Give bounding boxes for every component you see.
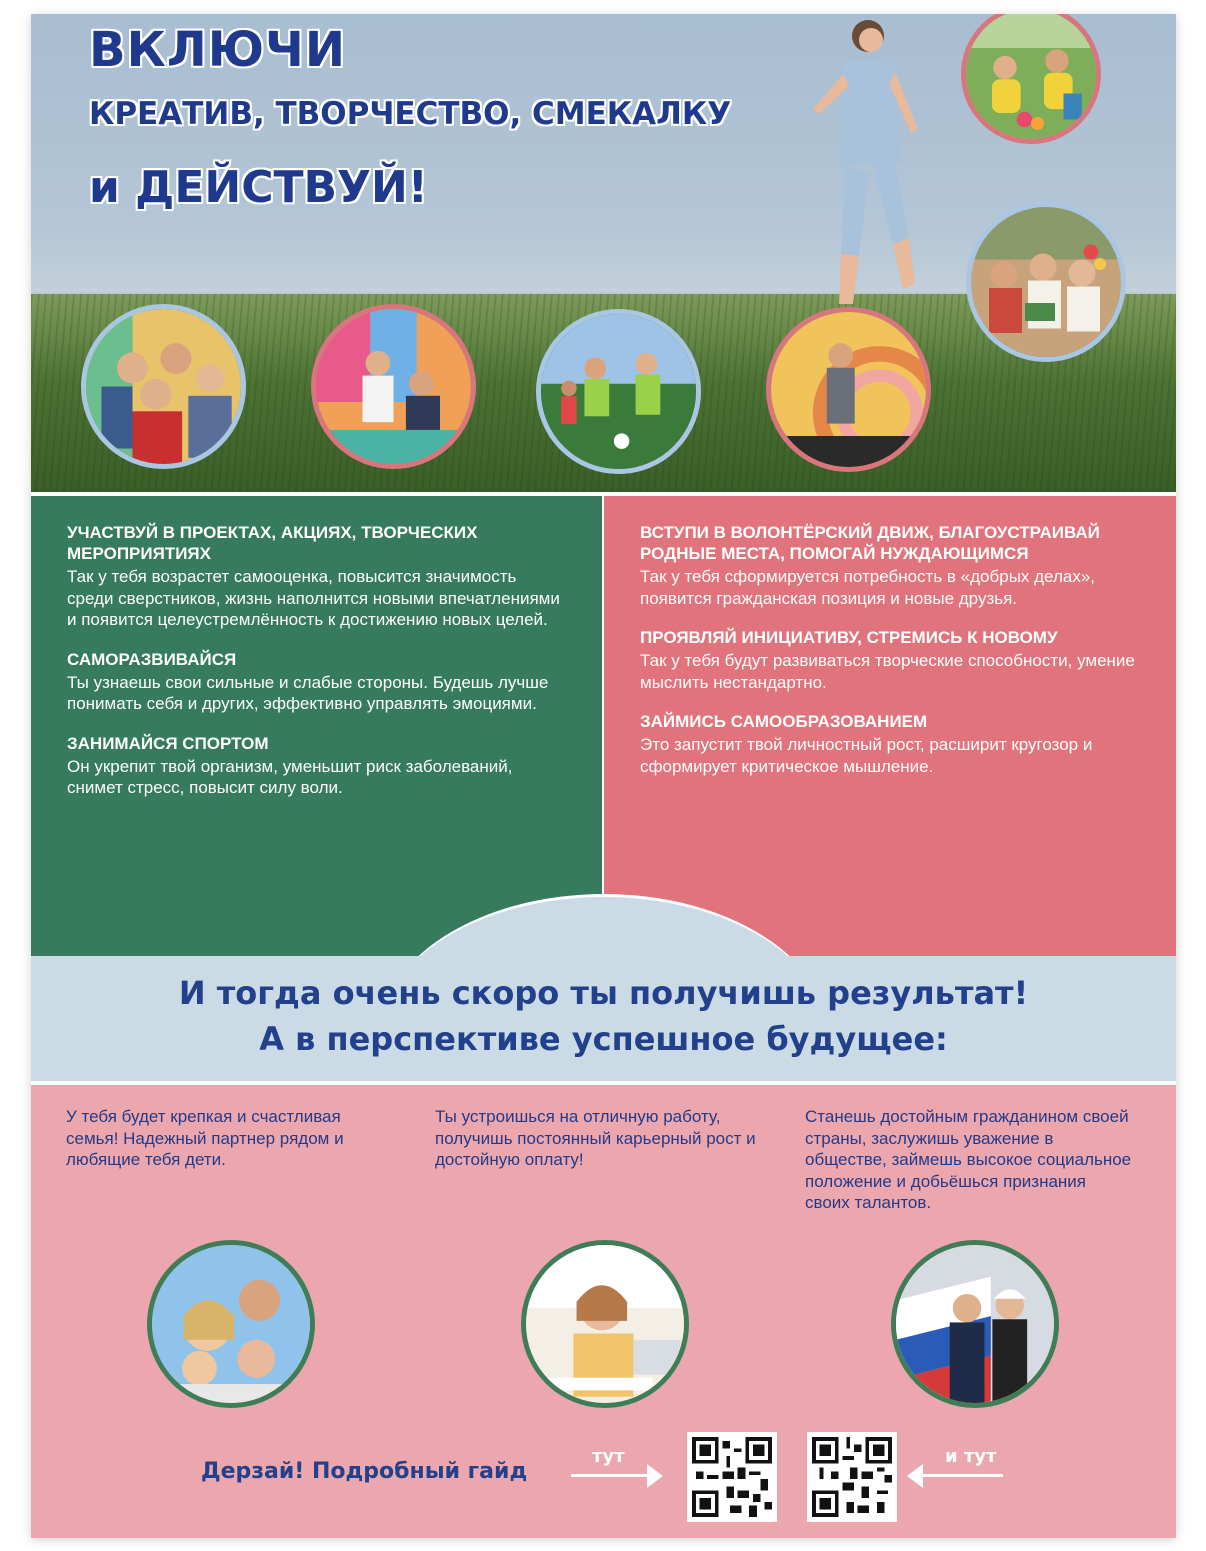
hero-section xyxy=(31,14,1176,492)
advice-text-sport: Он укрепит твой организм, уменьшит риск заболеваний, снимет стресс, повысит силу воли. xyxy=(67,756,513,797)
happy-family-photo xyxy=(147,1240,315,1408)
title-act: и ДЕЙСТВУЙ! xyxy=(89,162,428,213)
advice-text-self-education: Это запустит твой личностный рост, расширит кругозор и сформирует критическое мышление. xyxy=(640,735,1093,776)
qr-code-2[interactable] xyxy=(807,1432,897,1522)
workshop-photo xyxy=(311,304,476,469)
result-line-1: И тогда очень скоро ты получишь результат! xyxy=(178,974,1029,1012)
arrow-label-and-here: и тут xyxy=(945,1446,997,1467)
advice-text-volunteer: Так у тебя сформируется потребность в «добрых делах», появится гражданская позиция и новые друзья. xyxy=(640,567,1095,608)
advice-heading-self-education: ЗАЙМИСЬ САМООБРАЗОВАНИЕМ xyxy=(640,712,928,731)
future-text-family: У тебя будет крепкая и счастливая семья! Надежный партнер рядом и любящие тебя дети. xyxy=(66,1107,344,1169)
title-include: ВКЛЮЧИ xyxy=(89,22,346,78)
arrow-right-icon xyxy=(571,1474,651,1477)
pink-advice-panel xyxy=(604,492,1176,956)
citizens-with-flag-photo xyxy=(891,1240,1059,1408)
reading-friends-photo xyxy=(966,202,1126,362)
advice-text-projects: Так у тебя возрастет самооценка, повысится значимость среди сверстников, жизнь наполнится новыми впечатлениями и появится целеустремлённость к достижению новых целей. xyxy=(67,567,560,629)
students-team-photo xyxy=(81,304,246,469)
volunteers-photo xyxy=(961,14,1101,144)
green-advice-panel xyxy=(31,492,604,956)
arrow-left-icon xyxy=(921,1474,1003,1477)
advice-heading-projects: УЧАСТВУЙ В ПРОЕКТАХ, АКЦИЯХ, ТВОРЧЕСКИХ МЕРОПРИЯТИЯХ xyxy=(67,523,478,563)
poster xyxy=(31,14,1176,1538)
advice-heading-sport: ЗАНИМАЙСЯ СПОРТОМ xyxy=(67,733,269,753)
advice-text-self-development: Ты узнаешь свои сильные и слабые стороны. Будешь лучше понимать себя и других, эффективно управлять эмоциями. xyxy=(67,672,549,713)
advice-heading-initiative: ПРОЯВЛЯЙ ИНИЦИАТИВУ, СТРЕМИСЬ К НОВОМУ xyxy=(640,628,1058,647)
future-text-citizen: Станешь достойным гражданином своей страны, заслужишь уважение в обществе, займешь высокое социальное положение и добьёшься признания своих талантов. xyxy=(805,1107,1132,1212)
advice-text-initiative: Так у тебя будут развиваться творческие способности, умение мыслить нестандартно. xyxy=(640,651,1135,692)
future-text-career: Ты устроишься на отличную работу, получишь постоянный карьерный рост и достойную оплату! xyxy=(435,1107,756,1169)
result-line-2: А в перспективе успешное будущее: xyxy=(259,1020,948,1058)
title-creativity: КРЕАТИВ, ТВОРЧЕСТВО, СМЕКАЛКУ xyxy=(89,96,732,132)
qr-code-1[interactable] xyxy=(687,1432,777,1522)
arrow-right-head-icon xyxy=(647,1464,663,1488)
advice-heading-self-development: САМОРАЗВИВАЙСЯ xyxy=(67,649,237,669)
office-worker-photo xyxy=(521,1240,689,1408)
advice-heading-volunteer: ВСТУПИ В ВОЛОНТЁРСКИЙ ДВИЖ, БЛАГОУСТРАИВАЙ РОДНЫЕ МЕСТА, ПОМОГАЙ НУЖДАЮЩИМСЯ xyxy=(640,523,1100,563)
arrow-label-here: тут xyxy=(592,1446,625,1467)
football-photo xyxy=(536,309,701,474)
speaker-on-stage-photo xyxy=(766,307,931,472)
result-text xyxy=(31,970,1176,1062)
guide-label: Дерзай! Подробный гайд xyxy=(201,1459,528,1484)
running-girl-photo xyxy=(783,14,933,314)
